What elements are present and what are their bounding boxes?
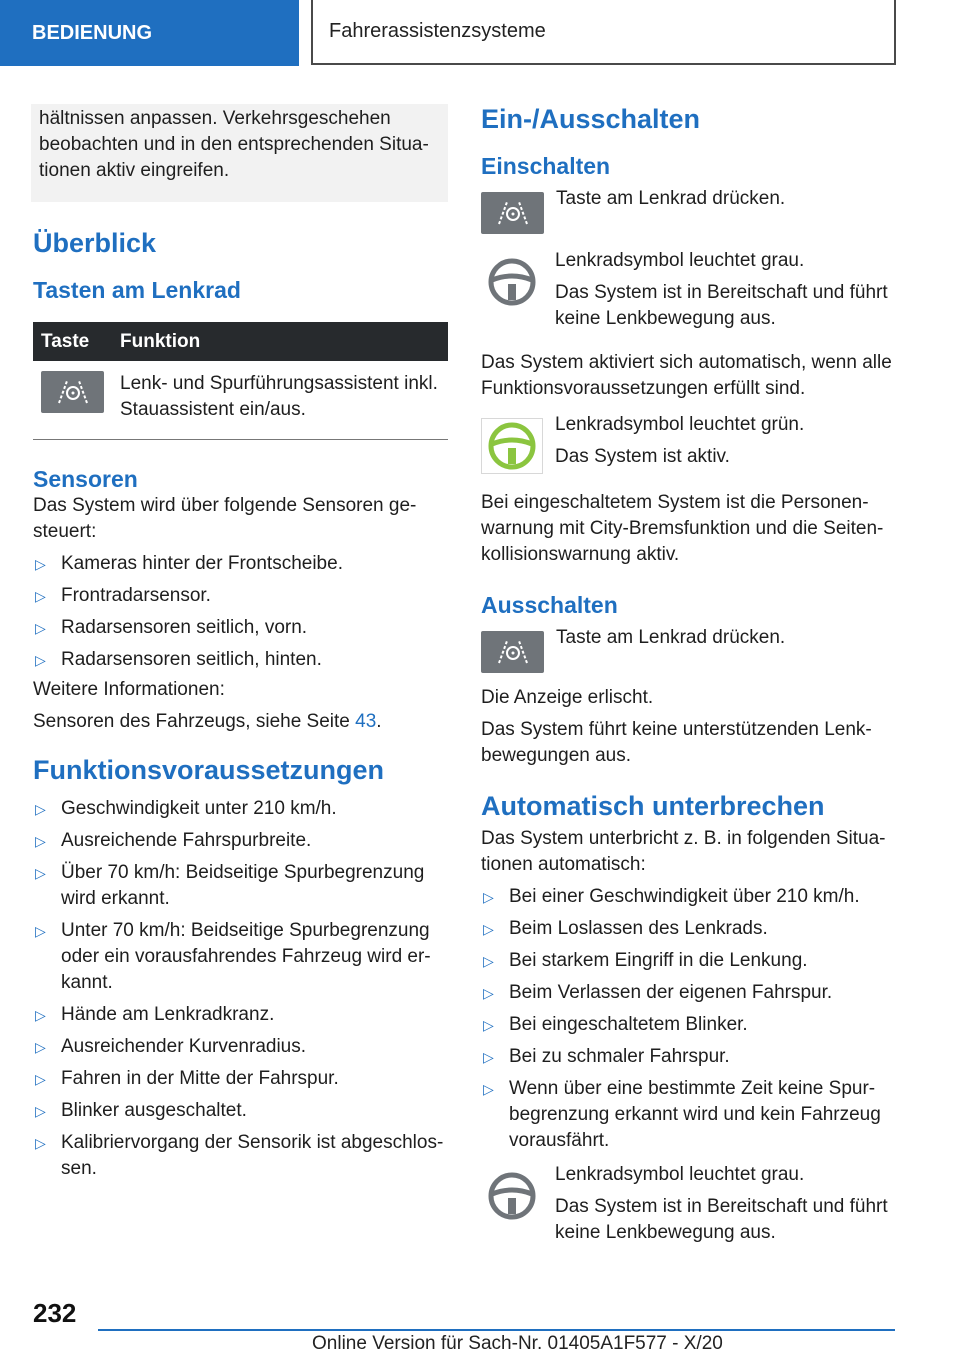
- display-off: Die Anzeige erlischt.: [481, 687, 654, 708]
- triangle-bullet-icon: ▷: [483, 1017, 494, 1033]
- press-text: Taste am Lenkrad drücken.: [556, 627, 786, 648]
- triangle-bullet-icon: ▷: [35, 833, 46, 849]
- list-item: ▷ Frontradarsensor.: [33, 583, 448, 609]
- function-line: Stauassistent ein/aus.: [120, 399, 306, 420]
- list-item: ▷ Hände am Lenkradkranz.: [33, 1002, 448, 1028]
- interrupt-list: [481, 884, 896, 1154]
- heading-buttons: Tasten am Lenkrad: [33, 277, 241, 303]
- heading-requirements: Funktionsvoraussetzungen: [33, 755, 385, 785]
- list-item: ▷ Geschwindigkeit unter 210 km/h.: [33, 796, 448, 822]
- list-item: ▷ Kalibriervorgang der Sensorik ist abgeschlos- sen.: [35, 1132, 444, 1179]
- heading-overview: Überblick: [33, 228, 157, 258]
- triangle-bullet-icon: ▷: [35, 1135, 46, 1151]
- see-reference: Sensoren des Fahrzeugs, siehe Seite 43.: [33, 711, 382, 732]
- intro-line: hältnissen anpassen. Verkehrsgeschehen: [39, 108, 391, 129]
- sensors-list: [33, 551, 448, 673]
- active-text: Das System ist aktiv.: [555, 446, 730, 467]
- triangle-bullet-icon: ▷: [35, 1071, 46, 1087]
- triangle-bullet-icon: ▷: [483, 1081, 494, 1097]
- left-column: [33, 104, 448, 1188]
- list-item: ▷ Beim Verlassen der eigenen Fahrspur.: [481, 980, 896, 1006]
- triangle-bullet-icon: ▷: [483, 1049, 494, 1065]
- triangle-bullet-icon: ▷: [483, 953, 494, 969]
- footer-online-version: Online Version für Sach-Nr. 01405A1F577 - X/20: [312, 1333, 723, 1354]
- green-row: [481, 412, 896, 474]
- triangle-bullet-icon: ▷: [35, 865, 46, 881]
- green-text: Lenkradsymbol leuchtet grün.: [555, 414, 805, 435]
- list-item: ▷ Ausreichender Kurvenradius.: [33, 1034, 448, 1060]
- gray-row-2: [481, 1162, 896, 1246]
- no-support-line: bewegungen aus.: [481, 745, 632, 766]
- buttons-table: [33, 322, 448, 435]
- interrupt-intro: tionen automatisch:: [481, 854, 646, 875]
- requirements-list: [33, 796, 448, 1182]
- triangle-bullet-icon: ▷: [483, 889, 494, 905]
- col-function: Funktion: [112, 322, 448, 361]
- lane-assist-button-icon: [41, 371, 104, 413]
- list-item: ▷ Wenn über eine bestimmte Zeit keine Spur- begrenzung erkannt wird und kein Fahrzeug vorausfährt.: [483, 1078, 881, 1151]
- more-info: Weitere Informationen:: [33, 679, 225, 700]
- ready-line: Das System ist in Bereitschaft und führt: [555, 282, 888, 303]
- list-item: ▷ Fahren in der Mitte der Fahrspur.: [33, 1066, 448, 1092]
- page-header: [0, 0, 960, 66]
- triangle-bullet-icon: ▷: [35, 652, 46, 668]
- press-text: Taste am Lenkrad drücken.: [556, 188, 786, 209]
- auto-line: Funktionsvoraussetzungen erfüllt sind.: [481, 378, 806, 399]
- triangle-bullet-icon: ▷: [35, 620, 46, 636]
- gray-text: Lenkradsymbol leuchtet grau.: [555, 250, 805, 271]
- lane-assist-button-icon: [481, 631, 544, 673]
- list-item: ▷ Radarsensoren seitlich, hinten.: [33, 647, 448, 673]
- section-tab: BEDIENUNG: [0, 0, 299, 66]
- intro-line: beobachten und in den entsprechenden Situa-: [39, 134, 429, 155]
- lane-assist-button-icon: [481, 192, 544, 234]
- auto-line: Das System aktiviert sich automatisch, wenn alle: [481, 352, 892, 373]
- list-item: ▷ Radarsensoren seitlich, vorn.: [33, 615, 448, 641]
- triangle-bullet-icon: ▷: [35, 588, 46, 604]
- sensors-intro: Das System wird über folgende Sensoren ge-: [33, 495, 417, 516]
- list-item: ▷ Kameras hinter der Frontscheibe.: [33, 551, 448, 577]
- chapter-tab: Fahrerassistenzsysteme: [311, 0, 896, 65]
- page-number: 232: [33, 1298, 77, 1328]
- press-row-off: [481, 627, 896, 673]
- table-rule: [33, 439, 448, 440]
- steering-wheel-green-icon: [481, 418, 543, 474]
- list-item: ▷ Bei zu schmaler Fahrspur.: [481, 1044, 896, 1070]
- heading-interrupt: Automatisch unterbrechen: [481, 791, 825, 821]
- when-on-line: warnung mit City-Bremsfunktion und die Seiten-: [481, 518, 884, 539]
- col-key: Taste: [33, 322, 112, 361]
- heading-sensors: Sensoren: [33, 466, 138, 492]
- triangle-bullet-icon: ▷: [35, 923, 46, 939]
- triangle-bullet-icon: ▷: [483, 921, 494, 937]
- list-item: ▷ Bei eingeschaltetem Blinker.: [481, 1012, 896, 1038]
- ready-line: keine Lenkbewegung aus.: [555, 1222, 776, 1243]
- sensors-intro: steuert:: [33, 521, 97, 542]
- when-on-line: Bei eingeschaltetem System ist die Personen-: [481, 492, 869, 513]
- list-item: ▷ Bei starkem Eingriff in die Lenkung.: [481, 948, 896, 974]
- when-on-line: kollisionswarnung aktiv.: [481, 544, 680, 565]
- right-column: [481, 104, 896, 1246]
- ready-line: Das System ist in Bereitschaft und führt: [555, 1196, 888, 1217]
- list-item: ▷ Ausreichende Fahrspurbreite.: [33, 828, 448, 854]
- footer-rule: [98, 1329, 895, 1331]
- no-support-line: Das System führt keine unterstützenden Lenk-: [481, 719, 872, 740]
- intro-line: tionen aktiv eingreifen.: [39, 160, 230, 181]
- function-line: Lenk- und Spurführungsassistent inkl.: [120, 373, 438, 394]
- list-item: ▷ Unter 70 km/h: Beidseitige Spurbegrenzung oder ein vorausfahrendes Fahrzeug wird er- kannt.: [35, 920, 431, 993]
- heading-onoff: Ein-/Ausschalten: [481, 104, 701, 134]
- list-item: ▷ Beim Loslassen des Lenkrads.: [481, 916, 896, 942]
- triangle-bullet-icon: ▷: [35, 801, 46, 817]
- triangle-bullet-icon: ▷: [35, 556, 46, 572]
- page-link[interactable]: 43: [355, 711, 377, 732]
- ready-line: keine Lenkbewegung aus.: [555, 308, 776, 329]
- steering-wheel-gray-icon: [481, 254, 543, 310]
- triangle-bullet-icon: ▷: [483, 985, 494, 1001]
- list-item: ▷ Bei einer Geschwindigkeit über 210 km/h.: [481, 884, 896, 910]
- heading-switch-on: Einschalten: [481, 153, 611, 179]
- triangle-bullet-icon: ▷: [35, 1039, 46, 1055]
- list-item: ▷ Über 70 km/h: Beidseitige Spurbegrenzung wird erkannt.: [35, 862, 425, 909]
- interrupt-intro: Das System unterbricht z. B. in folgenden Situa-: [481, 828, 886, 849]
- press-row: [481, 188, 896, 234]
- triangle-bullet-icon: ▷: [35, 1103, 46, 1119]
- gray-text: Lenkradsymbol leuchtet grau.: [555, 1164, 805, 1185]
- heading-switch-off: Ausschalten: [481, 592, 618, 618]
- intro-box: [31, 104, 448, 202]
- steering-wheel-gray-icon: [481, 1168, 543, 1224]
- triangle-bullet-icon: ▷: [35, 1007, 46, 1023]
- list-item: ▷ Blinker ausgeschaltet.: [33, 1098, 448, 1124]
- gray-row: [481, 248, 896, 332]
